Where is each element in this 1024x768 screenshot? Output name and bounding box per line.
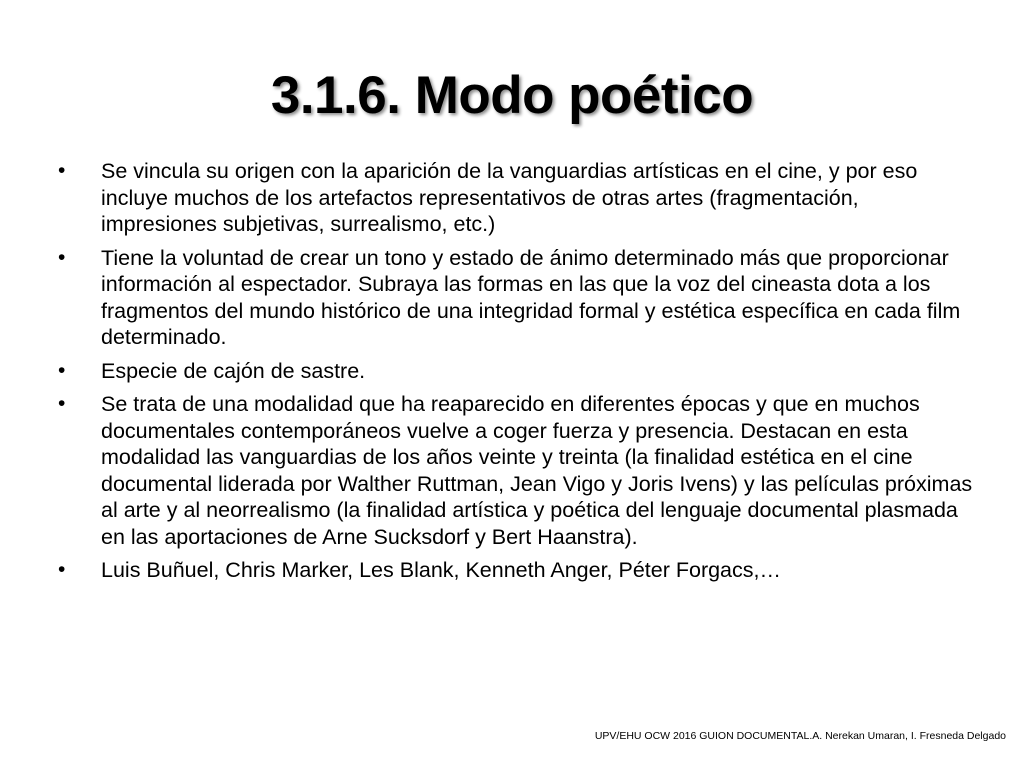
bullet-dot-icon: • [58,245,66,269]
bullet-text: Luis Buñuel, Chris Marker, Les Blank, Kenneth Anger, Péter Forgacs,… [101,558,781,582]
bullet-dot-icon: • [58,558,66,581]
bullet-item [58,245,978,351]
bullet-text: Especie de cajón de sastre. [101,358,366,383]
bullet-item [58,557,978,584]
bullet-item [58,391,978,550]
bullet-dot-icon: • [58,392,66,415]
bullet-text: Se trata de una modalidad que ha reaparecido en diferentes épocas y que en muchos documentales contemporáneos vuelve a coger fuerza y presencia. Destacan en esta modalidad las vanguardias de los años veinte y treinta (la finalidad estética en el cine documental liderada por Walther Ruttman, Jean Vigo y Joris Ivens) y las películas próximas al arte y al neorrealismo (la finalidad artística y poética del lenguaje documental plasmada en las aportaciones de Arne Sucksdorf y Bert Haanstra). [101,392,973,549]
slide-title: 3.1.6. Modo poético [270,66,754,125]
bullet-dot-icon: • [58,159,66,182]
slide-footer: UPV/EHU OCW 2016 GUION DOCUMENTAL.A. Nerekan Umaran, I. Fresneda Delgado [594,730,1006,742]
bullet-text: Se vincula su origen con la aparición de la vanguardias artísticas en el cine, y por eso incluye muchos de los artefactos representativos de otras artes (fragmentación, impresiones subjetivas, surrealismo, etc.) [101,159,918,236]
bullet-text: Tiene la voluntad de crear un tono y estado de ánimo determinado más que proporcionar información al espectador. Subraya las formas en las que la voz del cineasta dota a los fragmentos del mundo histórico de una integridad formal y estética específica en cada film determinado. [101,245,961,349]
bullet-dot-icon: • [58,358,66,382]
bullet-list [58,158,978,591]
bullet-item [58,358,978,385]
bullet-item [58,158,978,238]
